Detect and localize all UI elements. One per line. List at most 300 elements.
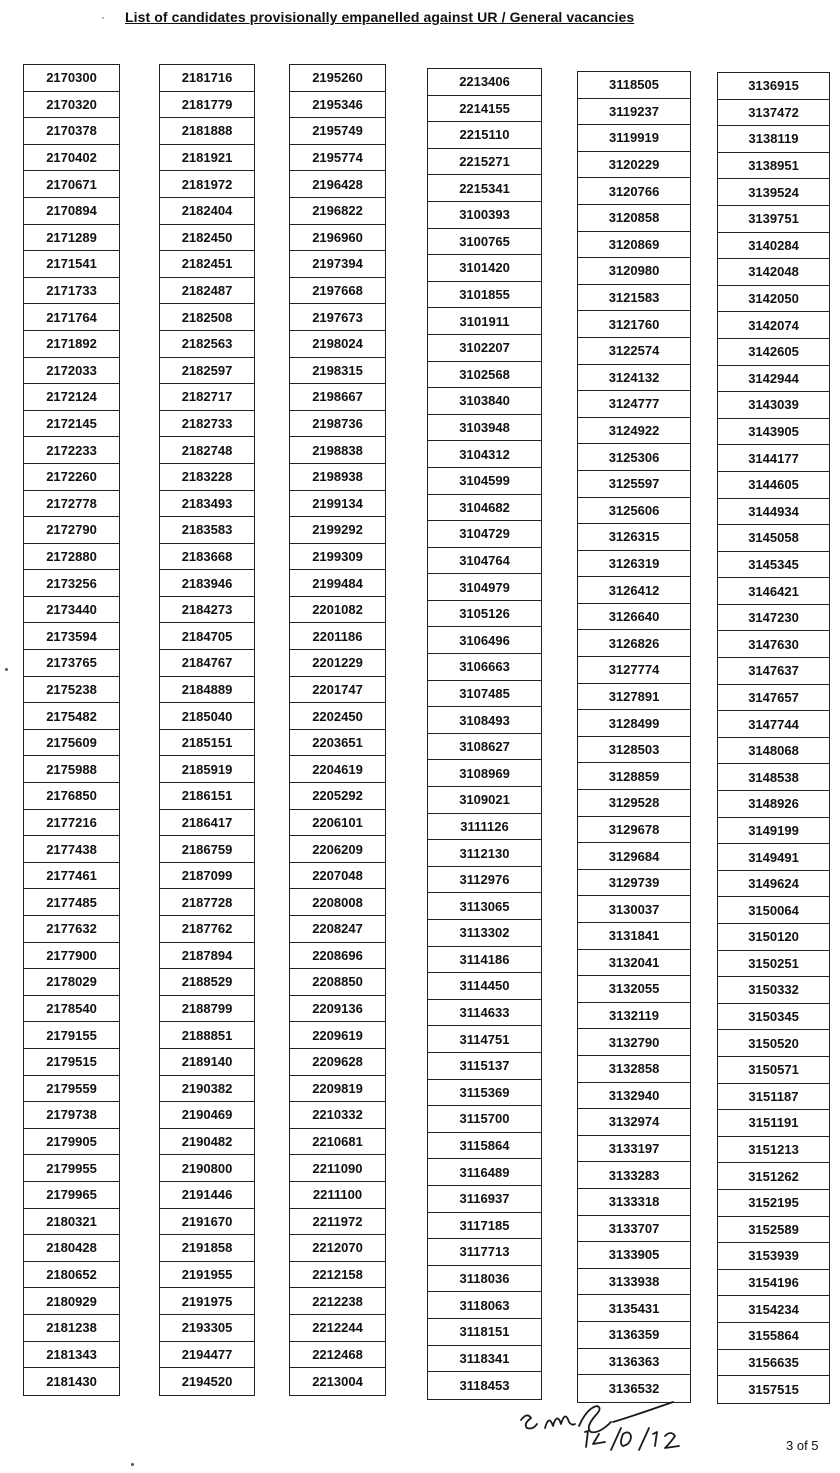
candidate-number-cell: 3108627 (428, 734, 541, 761)
candidate-number-cell: 3104682 (428, 495, 541, 522)
candidate-number-cell: 2177485 (24, 889, 119, 916)
candidate-number-cell: 2210332 (290, 1102, 385, 1129)
candidate-number-cell: 2184767 (160, 650, 254, 677)
candidate-number-cell: 3153939 (718, 1243, 829, 1270)
candidate-number-cell: 3133283 (578, 1162, 690, 1189)
candidate-number-cell: 2210681 (290, 1129, 385, 1156)
candidate-number-cell: 2189140 (160, 1049, 254, 1076)
margin-mark: · (101, 10, 105, 24)
candidate-number-cell: 3138951 (718, 153, 829, 180)
candidate-number-cell: 2173765 (24, 650, 119, 677)
candidate-number-cell: 2188851 (160, 1022, 254, 1049)
candidate-number-cell: 3157515 (748, 1381, 799, 1397)
candidate-number-cell: 3108969 (428, 760, 541, 787)
candidate-number-cell: 2182733 (160, 411, 254, 438)
candidate-number-cell: 2182717 (160, 384, 254, 411)
candidate-number-cell: 3150332 (718, 977, 829, 1004)
candidate-number-cell: 2195346 (290, 92, 385, 119)
candidate-number-cell: 2209619 (290, 1022, 385, 1049)
candidate-number-cell: 2215110 (428, 122, 541, 149)
candidate-number-cell: 2170402 (24, 145, 119, 172)
candidate-number-cell: 2185919 (160, 756, 254, 783)
candidate-number-cell: 2183583 (160, 517, 254, 544)
candidate-number-cell: 3132974 (578, 1109, 690, 1136)
candidate-number-cell: 2179965 (24, 1182, 119, 1209)
candidate-number-cell: 2211090 (290, 1155, 385, 1182)
candidate-number-cell: 2199292 (290, 517, 385, 544)
candidate-number-cell: 3104979 (428, 574, 541, 601)
candidate-number-cell: 3133197 (578, 1136, 690, 1163)
candidate-number-cell: 2209628 (290, 1049, 385, 1076)
candidate-number-cell: 2182748 (160, 437, 254, 464)
candidate-number-cell: 2199134 (290, 491, 385, 518)
number-column-2 (159, 64, 255, 1396)
candidate-number-cell: 2175988 (24, 756, 119, 783)
page-title: List of candidates provisionally empanelled against UR / General vacancies (125, 9, 635, 25)
candidate-number-cell: 3116489 (428, 1159, 541, 1186)
candidate-number-cell: 2196960 (290, 225, 385, 252)
candidate-number-cell: 2179905 (24, 1129, 119, 1156)
candidate-number-cell: 3124777 (578, 391, 690, 418)
candidate-number-cell: 2181343 (24, 1342, 119, 1369)
candidate-number-cell: 2173594 (24, 623, 119, 650)
candidate-number-cell: 3148926 (718, 791, 829, 818)
candidate-number-cell: 2182563 (160, 331, 254, 358)
candidate-number-cell: 2212158 (290, 1262, 385, 1289)
candidate-number-cell: 2184889 (160, 677, 254, 704)
candidate-number-cell: 2212238 (290, 1288, 385, 1315)
candidate-number-cell: 2181888 (160, 118, 254, 145)
candidate-number-cell: 2197673 (290, 304, 385, 331)
candidate-number-cell: 3128499 (578, 710, 690, 737)
candidate-number-cell: 2187894 (160, 943, 254, 970)
candidate-number-cell: 3144934 (718, 499, 829, 526)
candidate-number-cell: 3151191 (718, 1110, 829, 1137)
candidate-number-cell: 3143039 (718, 392, 829, 419)
candidate-number-cell: 2199484 (290, 570, 385, 597)
candidate-number-cell: 3105126 (428, 601, 541, 628)
candidate-number-cell: 2198938 (290, 464, 385, 491)
candidate-number-cell: 3126315 (578, 524, 690, 551)
candidate-number-cell: 2198838 (290, 437, 385, 464)
candidate-number-cell: 3121583 (578, 285, 690, 312)
candidate-number-cell: 2177461 (24, 863, 119, 890)
candidate-number-cell: 2186759 (160, 836, 254, 863)
candidate-number-cell: 2184705 (160, 623, 254, 650)
candidate-number-cell: 3114633 (428, 1000, 541, 1027)
candidate-number-cell: 3149491 (718, 844, 829, 871)
candidate-number-cell: 3144605 (718, 472, 829, 499)
candidate-number-cell: 3146421 (718, 578, 829, 605)
candidate-number-cell: 3113065 (428, 893, 541, 920)
candidate-number-cell: 2209819 (290, 1076, 385, 1103)
candidate-number-cell: 2171733 (24, 278, 119, 305)
handwritten-signature (515, 1398, 725, 1458)
candidate-number-cell: 3113302 (428, 920, 541, 947)
candidate-number-cell: 3147630 (718, 631, 829, 658)
candidate-number-cell: 2175238 (24, 677, 119, 704)
candidate-number-cell: 2182404 (160, 198, 254, 225)
candidate-number-cell: 2179559 (24, 1076, 119, 1103)
candidate-number-cell: 2170378 (24, 118, 119, 145)
candidate-number-cell: 2172260 (24, 464, 119, 491)
candidate-number-cell: 3142605 (718, 339, 829, 366)
candidate-number-cell: 3132790 (578, 1029, 690, 1056)
candidate-number-cell: 2185151 (160, 730, 254, 757)
candidate-number-cell: 3127891 (578, 684, 690, 711)
candidate-number-cell: 3139751 (718, 206, 829, 233)
candidate-number-cell: 3151213 (718, 1137, 829, 1164)
candidate-number-cell: 2207048 (290, 863, 385, 890)
candidate-number-cell: 2170894 (24, 198, 119, 225)
candidate-number-cell: 2173256 (24, 570, 119, 597)
candidate-number-cell: 2198736 (290, 411, 385, 438)
candidate-number-cell: 2190382 (160, 1076, 254, 1103)
candidate-number-cell: 2206101 (290, 810, 385, 837)
number-column-3 (289, 64, 386, 1396)
candidate-number-cell: 3142050 (718, 286, 829, 313)
candidate-number-cell: 2188799 (160, 996, 254, 1023)
candidate-number-cell: 2190482 (160, 1129, 254, 1156)
candidate-number-cell: 3116937 (428, 1186, 541, 1213)
candidate-number-cell: 2191670 (160, 1209, 254, 1236)
candidate-number-cell: 3126319 (578, 551, 690, 578)
candidate-number-cell: 2182487 (160, 278, 254, 305)
candidate-number-cell: 2182508 (160, 304, 254, 331)
candidate-number-cell: 3106496 (428, 627, 541, 654)
candidate-number-cell: 3111126 (428, 814, 541, 841)
candidate-number-cell: 2215271 (428, 149, 541, 176)
candidate-number-cell: 3121760 (578, 311, 690, 338)
candidate-number-cell: 3104312 (428, 441, 541, 468)
candidate-number-cell: 3151262 (718, 1163, 829, 1190)
candidate-number-cell: 3150345 (718, 1004, 829, 1031)
candidate-number-cell: 3118063 (428, 1292, 541, 1319)
candidate-number-cell: 3142944 (718, 366, 829, 393)
candidate-number-cell: 3136363 (578, 1349, 690, 1376)
candidate-number-cell: 2195774 (290, 145, 385, 172)
candidate-number-cell: 2177632 (24, 916, 119, 943)
candidate-number-cell: 2204619 (290, 756, 385, 783)
candidate-number-cell: 3132858 (578, 1056, 690, 1083)
candidate-number-cell: 3126412 (578, 577, 690, 604)
candidate-number-cell: 2196428 (290, 171, 385, 198)
candidate-number-cell: 2182450 (160, 225, 254, 252)
candidate-number-cell: 2195749 (290, 118, 385, 145)
candidate-number-cell: 3104599 (428, 468, 541, 495)
candidate-number-cell: 2196822 (290, 198, 385, 225)
candidate-number-cell: 2171541 (24, 251, 119, 278)
candidate-number-cell: 3107485 (428, 681, 541, 708)
candidate-number-cell: 3108493 (428, 707, 541, 734)
candidate-number-cell: 2180652 (24, 1262, 119, 1289)
candidate-number-cell: 3132055 (578, 976, 690, 1003)
candidate-number-cell: 3155864 (718, 1323, 829, 1350)
candidate-number-cell: 2185040 (160, 703, 254, 730)
candidate-number-cell: 2208850 (290, 969, 385, 996)
scan-speck (131, 1463, 134, 1466)
candidate-number-cell: 3142048 (718, 259, 829, 286)
candidate-number-cell: 3150520 (718, 1030, 829, 1057)
candidate-number-cell: 2178540 (24, 996, 119, 1023)
candidate-number-cell: 3129528 (578, 790, 690, 817)
candidate-number-cell: 2191975 (160, 1288, 254, 1315)
page-number: 3 of 5 (786, 1438, 819, 1453)
candidate-number-cell: 2179738 (24, 1102, 119, 1129)
candidate-number-cell: 3120869 (578, 232, 690, 259)
candidate-number-cell: 3147230 (718, 605, 829, 632)
candidate-number-cell: 3125597 (578, 471, 690, 498)
candidate-number-cell: 2208008 (290, 889, 385, 916)
candidate-number-cell: 3128859 (578, 763, 690, 790)
candidate-number-cell: 2171289 (24, 225, 119, 252)
candidate-number-cell: 3149199 (718, 818, 829, 845)
candidate-number-cell: 3136359 (578, 1322, 690, 1349)
candidate-number-cell: 2181430 (46, 1373, 97, 1389)
candidate-number-cell: 2201229 (290, 650, 385, 677)
candidate-number-cell: 2170671 (24, 171, 119, 198)
candidate-number-cell: 3133938 (578, 1269, 690, 1296)
candidate-number-cell: 3151187 (718, 1084, 829, 1111)
candidate-number-cell: 2193305 (160, 1315, 254, 1342)
number-column-6 (717, 72, 830, 1404)
candidate-number-cell: 2197394 (290, 251, 385, 278)
candidate-number-cell: 2212244 (290, 1315, 385, 1342)
candidate-number-cell: 3136915 (718, 73, 829, 100)
candidate-number-cell: 2172233 (24, 437, 119, 464)
candidate-number-cell: 2172778 (24, 491, 119, 518)
candidate-number-cell: 3145345 (718, 552, 829, 579)
candidate-number-cell: 2195260 (290, 65, 385, 92)
candidate-number-cell: 2211100 (290, 1182, 385, 1209)
candidate-number-cell: 2183668 (160, 544, 254, 571)
candidate-number-cell: 2213004 (312, 1373, 363, 1389)
candidate-number-cell: 3114751 (428, 1026, 541, 1053)
candidate-number-cell: 3133707 (578, 1216, 690, 1243)
candidate-number-cell: 3148068 (718, 738, 829, 765)
candidate-number-cell: 2171892 (24, 331, 119, 358)
candidate-number-cell: 2187762 (160, 916, 254, 943)
candidate-number-cell: 3119919 (578, 125, 690, 152)
candidate-number-cell: 2198667 (290, 384, 385, 411)
candidate-number-cell: 3122574 (578, 338, 690, 365)
candidate-number-cell: 3124922 (578, 418, 690, 445)
candidate-number-cell: 2183493 (160, 491, 254, 518)
candidate-number-cell: 3140284 (718, 233, 829, 260)
candidate-number-cell: 2181972 (160, 171, 254, 198)
candidate-number-cell: 2197668 (290, 278, 385, 305)
candidate-number-cell: 2198315 (290, 358, 385, 385)
candidate-number-cell: 2209136 (290, 996, 385, 1023)
candidate-number-cell: 2205292 (290, 783, 385, 810)
candidate-number-cell: 3132041 (578, 950, 690, 977)
candidate-number-cell: 2191955 (160, 1262, 254, 1289)
candidate-number-cell: 3126826 (578, 630, 690, 657)
candidate-number-cell: 2182597 (160, 358, 254, 385)
candidate-number-cell: 3106663 (428, 654, 541, 681)
candidate-number-cell: 3102207 (428, 335, 541, 362)
candidate-number-cell: 2194520 (181, 1373, 233, 1389)
candidate-number-cell: 2208247 (290, 916, 385, 943)
candidate-number-cell: 2175609 (24, 730, 119, 757)
candidate-number-cell: 2188529 (160, 969, 254, 996)
candidate-number-cell: 2172790 (24, 517, 119, 544)
candidate-number-cell: 2176850 (24, 783, 119, 810)
candidate-number-cell: 2170320 (24, 92, 119, 119)
candidate-number-cell: 2181921 (160, 145, 254, 172)
candidate-number-cell: 3152589 (718, 1217, 829, 1244)
candidate-number-cell: 2177900 (24, 943, 119, 970)
candidate-number-cell: 3115369 (428, 1080, 541, 1107)
candidate-number-cell: 2180428 (24, 1235, 119, 1262)
candidate-number-cell: 2206209 (290, 836, 385, 863)
candidate-number-cell: 2172145 (24, 411, 119, 438)
candidate-number-cell: 2212070 (290, 1235, 385, 1262)
number-column-5 (577, 71, 691, 1403)
candidate-number-cell: 2213406 (428, 69, 541, 96)
candidate-number-cell: 3103948 (428, 415, 541, 442)
candidate-number-cell: 3147744 (718, 711, 829, 738)
candidate-number-cell: 2214155 (428, 96, 541, 123)
candidate-number-cell: 2187099 (160, 863, 254, 890)
candidate-number-cell: 3102568 (428, 362, 541, 389)
candidate-number-cell: 3144177 (718, 445, 829, 472)
candidate-number-cell: 3101911 (428, 308, 541, 335)
candidate-number-cell: 3100765 (428, 229, 541, 256)
candidate-number-cell: 2180321 (24, 1209, 119, 1236)
candidate-number-cell: 2201747 (290, 677, 385, 704)
candidate-number-cell: 3117185 (428, 1213, 541, 1240)
candidate-number-cell: 2194477 (160, 1342, 254, 1369)
scan-speck (5, 668, 8, 671)
candidate-number-cell: 3154196 (718, 1270, 829, 1297)
candidate-number-cell: 3125606 (578, 498, 690, 525)
candidate-number-cell: 3143905 (718, 419, 829, 446)
candidate-number-cell: 2191446 (160, 1182, 254, 1209)
candidate-number-cell: 3126640 (578, 604, 690, 631)
candidate-number-cell: 3149624 (718, 871, 829, 898)
candidate-number-cell: 3101420 (428, 255, 541, 282)
candidate-number-cell: 2175482 (24, 703, 119, 730)
candidate-number-cell: 2171764 (24, 304, 119, 331)
candidate-number-cell: 2179515 (24, 1049, 119, 1076)
candidate-number-cell: 2177438 (24, 836, 119, 863)
candidate-number-cell: 3115137 (428, 1053, 541, 1080)
candidate-number-cell: 3137472 (718, 100, 829, 127)
candidate-number-cell: 3124132 (578, 365, 690, 392)
candidate-number-cell: 2181238 (24, 1315, 119, 1342)
candidate-number-cell: 3129678 (578, 817, 690, 844)
candidate-number-cell: 3132119 (578, 1003, 690, 1030)
candidate-number-cell: 3115700 (428, 1106, 541, 1133)
candidate-number-cell: 3109021 (428, 787, 541, 814)
candidate-number-cell: 3120229 (578, 152, 690, 179)
candidate-number-cell: 3103840 (428, 388, 541, 415)
candidate-number-cell: 3150571 (718, 1057, 829, 1084)
candidate-number-cell: 2177216 (24, 810, 119, 837)
candidate-number-cell: 3104729 (428, 521, 541, 548)
candidate-number-cell: 2190469 (160, 1102, 254, 1129)
candidate-number-cell: 3119237 (578, 99, 690, 126)
candidate-number-cell: 3112130 (428, 840, 541, 867)
candidate-number-cell: 3127774 (578, 657, 690, 684)
candidate-number-cell: 3147637 (718, 658, 829, 685)
candidate-number-cell: 3120858 (578, 205, 690, 232)
candidate-number-cell: 3100393 (428, 202, 541, 229)
candidate-number-cell: 3115864 (428, 1133, 541, 1160)
candidate-number-cell: 2172124 (24, 384, 119, 411)
candidate-number-cell: 3131841 (578, 923, 690, 950)
candidate-number-cell: 2190800 (160, 1155, 254, 1182)
candidate-number-cell: 3150064 (718, 897, 829, 924)
candidate-number-cell: 3129739 (578, 870, 690, 897)
candidate-number-cell: 3152195 (718, 1190, 829, 1217)
candidate-number-cell: 3154234 (718, 1296, 829, 1323)
candidate-number-cell: 3142074 (718, 312, 829, 339)
candidate-number-cell: 2181716 (160, 65, 254, 92)
candidate-number-cell: 2183946 (160, 570, 254, 597)
candidate-number-cell: 2173440 (24, 597, 119, 624)
candidate-number-cell: 2170300 (24, 65, 119, 92)
candidate-number-cell: 3129684 (578, 843, 690, 870)
candidate-number-cell: 2198024 (290, 331, 385, 358)
candidate-number-cell: 2178029 (24, 969, 119, 996)
candidate-number-cell: 2203651 (290, 730, 385, 757)
candidate-number-cell: 2179155 (24, 1022, 119, 1049)
candidate-number-cell: 3133905 (578, 1242, 690, 1269)
candidate-number-cell: 2202450 (290, 703, 385, 730)
number-column-1 (23, 64, 120, 1396)
candidate-number-cell: 3130037 (578, 896, 690, 923)
candidate-number-cell: 3118505 (578, 72, 690, 99)
candidate-number-cell: 3132940 (578, 1083, 690, 1110)
candidate-number-cell: 2191858 (160, 1235, 254, 1262)
candidate-number-cell: 3112976 (428, 867, 541, 894)
candidate-number-cell: 3150120 (718, 924, 829, 951)
candidate-number-cell: 3148538 (718, 764, 829, 791)
candidate-number-cell: 2183228 (160, 464, 254, 491)
candidate-number-cell: 2186151 (160, 783, 254, 810)
candidate-number-cell: 2215341 (428, 175, 541, 202)
candidate-number-cell: 2184273 (160, 597, 254, 624)
candidate-number-cell: 3136532 (608, 1380, 660, 1396)
candidate-number-cell: 3118151 (428, 1319, 541, 1346)
candidate-number-cell: 2199309 (290, 544, 385, 571)
candidate-number-cell: 2182451 (160, 251, 254, 278)
candidate-number-cell: 2180929 (24, 1288, 119, 1315)
candidate-number-cell: 3133318 (578, 1189, 690, 1216)
candidate-number-cell: 3128503 (578, 737, 690, 764)
candidate-number-cell: 3145058 (718, 525, 829, 552)
candidate-number-cell: 3118036 (428, 1266, 541, 1293)
candidate-number-cell: 2186417 (160, 810, 254, 837)
candidate-number-cell: 3118341 (428, 1346, 541, 1373)
candidate-number-cell: 2208696 (290, 943, 385, 970)
candidate-number-cell: 3147657 (718, 685, 829, 712)
candidate-number-cell: 3125306 (578, 444, 690, 471)
candidate-number-cell: 3114450 (428, 973, 541, 1000)
candidate-number-cell: 2187728 (160, 889, 254, 916)
candidate-number-cell: 2181779 (160, 92, 254, 119)
candidate-number-cell: 3118453 (459, 1377, 510, 1393)
candidate-number-cell: 3156635 (718, 1350, 829, 1377)
candidate-number-cell: 3120980 (578, 258, 690, 285)
candidate-number-cell: 3138119 (718, 126, 829, 153)
candidate-number-cell: 3150251 (718, 951, 829, 978)
candidate-number-cell: 3120766 (578, 178, 690, 205)
candidate-number-cell: 2211972 (290, 1209, 385, 1236)
candidate-number-cell: 2212468 (290, 1342, 385, 1369)
